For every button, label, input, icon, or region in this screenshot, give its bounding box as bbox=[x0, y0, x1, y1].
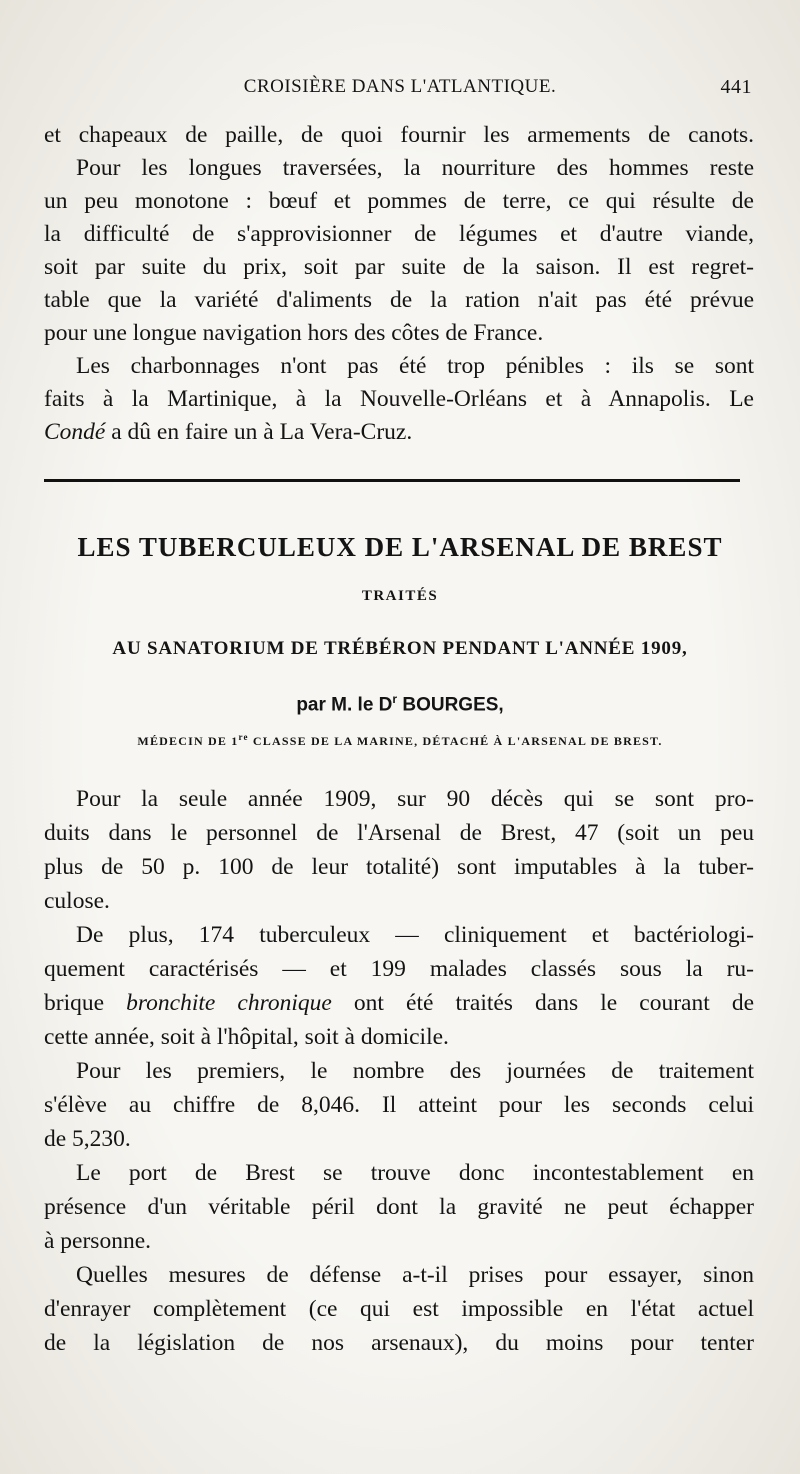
text-line: à personne. bbox=[44, 1228, 152, 1254]
text-line: soit par suite du prix, soit par suite de la saison. Il est regret- bbox=[44, 254, 754, 280]
article-subtitle: TRAITÉS bbox=[361, 588, 439, 604]
text-line: s'élève au chiffre de 8,046. Il atteint pour les seconds celui bbox=[44, 1092, 754, 1118]
text-line: la difficulté de s'approvisionner de légumes et d'autre viande, bbox=[44, 221, 754, 247]
affiliation-prefix: MÉDECIN DE 1 bbox=[137, 734, 239, 748]
text-line: Les charbonnages n'ont pas été trop pénibles : ils se sont bbox=[76, 353, 754, 379]
article-subtitle-2: AU SANATORIUM DE TRÉBÉRON PENDANT L'ANNÉE 1909, bbox=[112, 638, 688, 659]
text-line: pour une longue navigation hors des côtes de France. bbox=[44, 320, 544, 346]
text-fragment: a dû en faire un à La Vera-Cruz. bbox=[105, 419, 413, 445]
text-line: duits dans le personnel de l'Arsenal de Brest, 47 (soit un peu bbox=[44, 820, 754, 846]
author-affiliation bbox=[44, 732, 756, 749]
text-line: Pour les longues traversées, la nourriture des hommes reste bbox=[76, 155, 754, 181]
text-line bbox=[44, 415, 754, 449]
text-fragment: brique bbox=[44, 990, 127, 1016]
text-line: plus de 50 p. 100 de leur totalité) sont imputables à la tuber- bbox=[44, 854, 754, 880]
text-line: De plus, 174 tuberculeux — cliniquement et bactériologi- bbox=[76, 922, 754, 948]
text-line: de 5,230. bbox=[44, 1126, 131, 1152]
running-header bbox=[44, 76, 756, 106]
article-title: LES TUBERCULEUX DE L'ARSENAL DE BREST bbox=[77, 532, 723, 562]
text-line: d'enrayer complètement (ce qui est impossible en l'état actuel bbox=[44, 1296, 754, 1322]
text-line: et chapeaux de paille, de quoi fournir les armements de canots. bbox=[44, 122, 754, 148]
byline-sup: r bbox=[392, 692, 398, 706]
section-divider bbox=[44, 479, 740, 482]
author-name: BOURGES, bbox=[397, 694, 504, 716]
ship-name: Condé bbox=[44, 419, 106, 445]
text-line: Le port de Brest se trouve donc incontestablement en bbox=[76, 1160, 754, 1186]
affiliation-sup: re bbox=[238, 732, 249, 742]
text-line: Quelles mesures de défense a-t-il prises pour essayer, sinon bbox=[76, 1262, 754, 1288]
text-line: de la législation de nos arsenaux), du moins pour tenter bbox=[44, 1330, 754, 1356]
text-line: table que la variété d'aliments de la ration n'ait pas été prévue bbox=[44, 287, 754, 313]
emphasis-text: bronchite chronique bbox=[126, 990, 332, 1016]
text-line: Pour les premiers, le nombre des journées de traitement bbox=[76, 1058, 754, 1084]
page-number: 441 bbox=[720, 76, 752, 98]
affiliation-rest: CLASSE DE LA MARINE, DÉTACHÉ À L'ARSENAL DE BREST. bbox=[248, 734, 663, 748]
text-fragment: ont été traités dans le courant de bbox=[331, 990, 754, 1016]
running-title: CROISIÈRE DANS L'ATLANTIQUE. bbox=[243, 76, 557, 97]
text-line: présence d'un véritable péril dont la gravité ne peut échapper bbox=[44, 1194, 754, 1220]
byline-prefix: par M. le D bbox=[296, 694, 393, 716]
author-byline bbox=[44, 692, 756, 716]
text-line: faits à la Martinique, à la Nouvelle-Orléans et à Annapolis. Le bbox=[44, 386, 754, 412]
text-line bbox=[44, 986, 754, 1020]
text-line: cette année, soit à l'hôpital, soit à domicile. bbox=[44, 1024, 449, 1050]
text-line: culose. bbox=[44, 888, 110, 914]
text-line: un peu monotone : bœuf et pommes de terre, ce qui résulte de bbox=[44, 188, 754, 214]
text-line: quement caractérisés — et 199 malades classés sous la ru- bbox=[44, 956, 754, 982]
text-line: Pour la seule année 1909, sur 90 décès qui se sont pro- bbox=[76, 786, 754, 812]
